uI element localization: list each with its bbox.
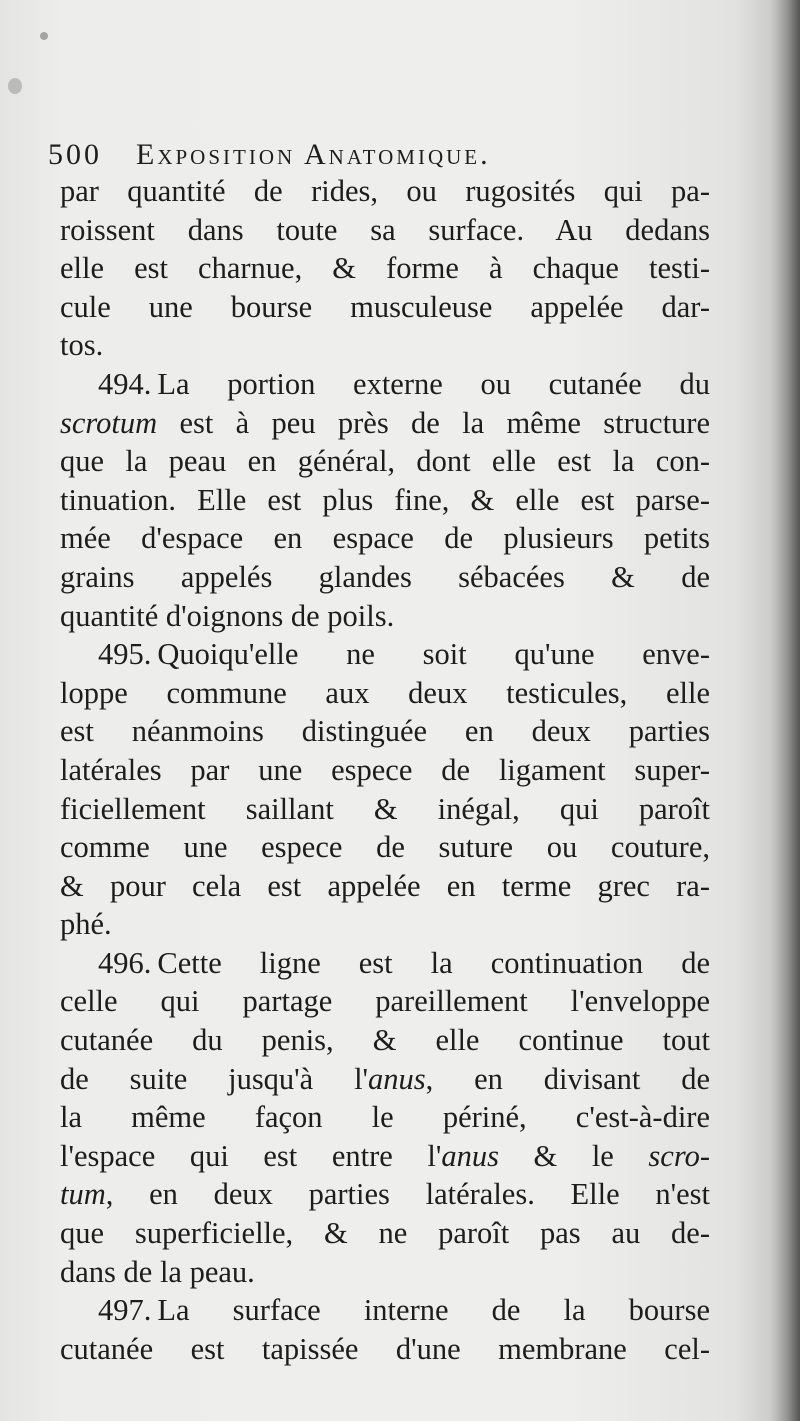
text-line: quantité d'oignons de poils.	[60, 598, 395, 633]
text-line	[60, 1137, 710, 1176]
text-line: par quantité de rides, ou rugosités qui pa-	[60, 174, 710, 208]
italic-term: anus	[441, 1138, 499, 1173]
paragraph-number: 494.	[98, 366, 152, 401]
running-title: Exposition Anatomique.	[136, 138, 491, 171]
italic-term: tum	[60, 1177, 106, 1212]
text-line	[60, 404, 710, 443]
ink-speck	[40, 32, 48, 40]
text-span: , en deux parties latérales. Elle n'est	[105, 1177, 710, 1212]
running-head	[48, 138, 668, 172]
paragraph-496-first-line	[60, 944, 710, 983]
text-line: phé.	[60, 907, 112, 942]
text-line: latérales par une espece de ligament super-	[60, 752, 710, 787]
body-text	[60, 172, 710, 1368]
text-line: roissent dans toute sa surface. Au dedans	[60, 212, 710, 247]
text-line: dans de la peau.	[60, 1254, 255, 1289]
paragraph-497-first-line	[60, 1291, 710, 1330]
text-line: loppe commune aux deux testicules, elle	[60, 675, 710, 710]
text-span: Cette ligne est la continuation de	[157, 945, 710, 980]
text-span: & le	[498, 1138, 649, 1173]
italic-term: scro-	[648, 1138, 710, 1173]
italic-term: anus	[368, 1061, 426, 1096]
text-line: elle est charnue, & forme à chaque testi-	[60, 251, 710, 286]
text-line: la même façon le périné, c'est-à-dire	[60, 1100, 710, 1135]
text-line: comme une espece de suture ou couture,	[60, 830, 710, 865]
text-line: mée d'espace en espace de plusieurs petits	[60, 521, 710, 556]
paragraph-number: 496.	[98, 945, 152, 980]
text-line: grains appelés glandes sébacées & de	[60, 559, 710, 594]
text-line: tinuation. Elle est plus fine, & elle est parse-	[60, 482, 710, 517]
text-line: que superficielle, & ne paroît pas au de-	[60, 1216, 710, 1251]
text-line: & pour cela est appelée en terme grec ra-	[60, 868, 710, 903]
text-line	[60, 1175, 710, 1214]
paragraph-number: 497.	[98, 1293, 152, 1328]
gutter-shadow	[770, 0, 800, 1421]
text-line: ficiellement saillant & inégal, qui paroît	[60, 791, 710, 826]
text-line: tos.	[60, 328, 104, 363]
paragraph-494-first-line	[60, 365, 710, 404]
text-span: La surface interne de la bourse	[157, 1293, 710, 1328]
text-line	[60, 1060, 710, 1099]
paragraph-number: 495.	[98, 637, 152, 672]
text-line: cutanée du penis, & elle continue tout	[60, 1023, 710, 1058]
text-line: cule une bourse musculeuse appelée dar-	[60, 289, 710, 324]
text-span: Quoiqu'elle ne soit qu'une enve-	[157, 637, 710, 672]
paragraph-495-first-line	[60, 635, 710, 674]
text-span: est à peu près de la même structure	[157, 405, 710, 440]
text-line: que la peau en général, dont elle est la con-	[60, 444, 710, 479]
page-number: 500	[48, 138, 102, 171]
italic-term: scrotum	[60, 405, 158, 440]
text-span: , en divisant de	[425, 1061, 710, 1096]
text-span: de suite jusqu'à l'	[60, 1061, 369, 1096]
text-span: La portion externe ou cutanée du	[157, 366, 710, 401]
text-line: celle qui partage pareillement l'enveloppe	[60, 984, 710, 1019]
ink-speck	[8, 78, 22, 94]
text-span: l'espace qui est entre l'	[60, 1138, 442, 1173]
text-line: est néanmoins distinguée en deux parties	[60, 714, 710, 749]
text-line: cutanée est tapissée d'une membrane cel-	[60, 1331, 710, 1366]
